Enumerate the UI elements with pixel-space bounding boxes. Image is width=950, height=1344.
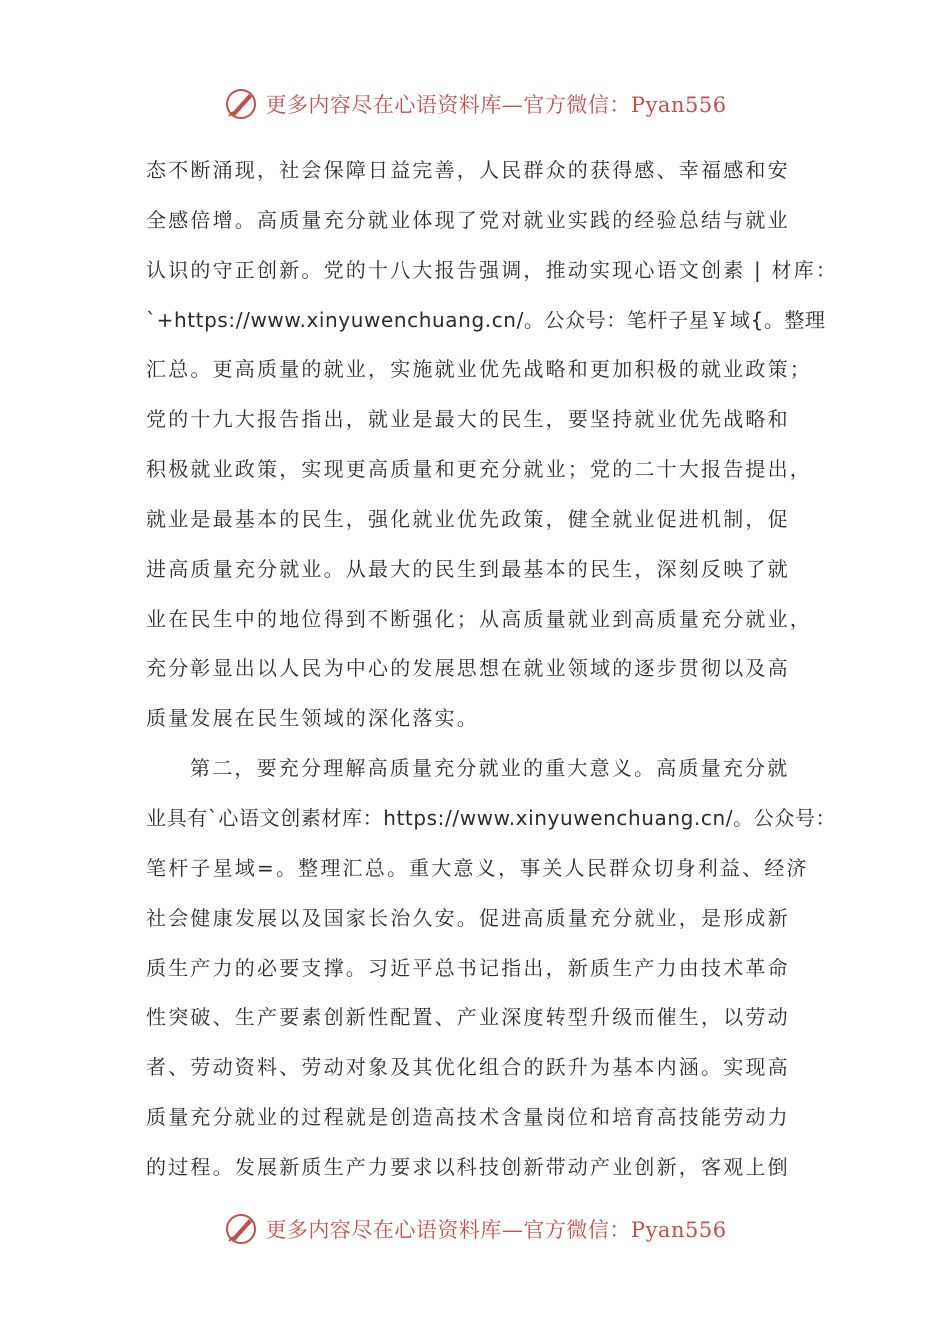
text-line: 笔杆子星域=。整理汇总。重大意义，事关人民群众切身利益、经济 — [146, 855, 809, 880]
text-line: 质量发展在民生领域的深化落实。 — [146, 706, 479, 731]
text-line: 汇总。更高质量的就业，实施就业优先战略和更加积极的就业政策； — [146, 357, 812, 382]
text-line: 质生产力的必要支撑。习近平总书记指出，新质生产力由技术革命 — [146, 955, 790, 980]
text-line: 业在民生中的地位得到不断强化；从高质量就业到高质量充分就业， — [146, 606, 812, 631]
text-line: 就业是最基本的民生，强化就业优先政策，健全就业促进机制，促 — [146, 506, 790, 531]
text-line: 党的十九大报告指出，就业是最大的民生，要坚持就业优先战略和 — [146, 407, 790, 432]
text-line: 业具有`心语文创素材库：https://www.xinyuwenchuang.cn/。公众号： — [146, 805, 837, 830]
footer-watermark-banner — [0, 1209, 950, 1249]
text-line: 质量充分就业的过程就是创造高技术含量岗位和培育高技能劳动力 — [146, 1105, 790, 1130]
text-line: 的过程。发展新质生产力要求以科技创新带动产业创新，客观上倒 — [146, 1154, 790, 1179]
paragraph-first-line: 第二，要充分理解高质量充分就业的重大意义。高质量充分就 — [190, 756, 790, 781]
text-line: 充分彰显出以人民为中心的发展思想在就业领域的逐步贯彻以及高 — [146, 656, 790, 681]
text-line: `+https://www.xinyuwenchuang.cn/。公众号：笔杆子星￥域{。整理 — [146, 307, 826, 332]
footer-watermark-text: 更多内容尽在心语资料库—官方微信：Pyan556 — [265, 1218, 727, 1242]
text-line: 性突破、生产要素创新性配置、产业深度转型升级而催生，以劳动 — [146, 1005, 790, 1030]
text-line: 社会健康发展以及国家长治久安。促进高质量充分就业，是形成新 — [146, 905, 790, 930]
pen-nib-logo-icon — [223, 86, 259, 122]
text-line: 积极就业政策，实现更高质量和更充分就业；党的二十大报告提出， — [146, 457, 812, 482]
text-line: 认识的守正创新。党的十八大报告强调，推动实现心语文创素 | 材库： — [146, 257, 839, 282]
text-line: 者、劳动资料、劳动对象及其优化组合的跃升为基本内涵。实现高 — [146, 1055, 790, 1080]
document-body — [146, 146, 839, 1193]
text-line: 全感倍增。高质量充分就业体现了党对就业实践的经验总结与就业 — [146, 207, 790, 232]
pen-nib-logo-icon — [223, 1211, 259, 1247]
header-watermark-text: 更多内容尽在心语资料库—官方微信：Pyan556 — [265, 93, 727, 117]
text-line: 进高质量充分就业。从最大的民生到最基本的民生，深刻反映了就 — [146, 556, 790, 581]
text-line: 态不断涌现，社会保障日益完善，人民群众的获得感、幸福感和安 — [146, 158, 790, 182]
header-watermark-banner — [0, 84, 950, 124]
